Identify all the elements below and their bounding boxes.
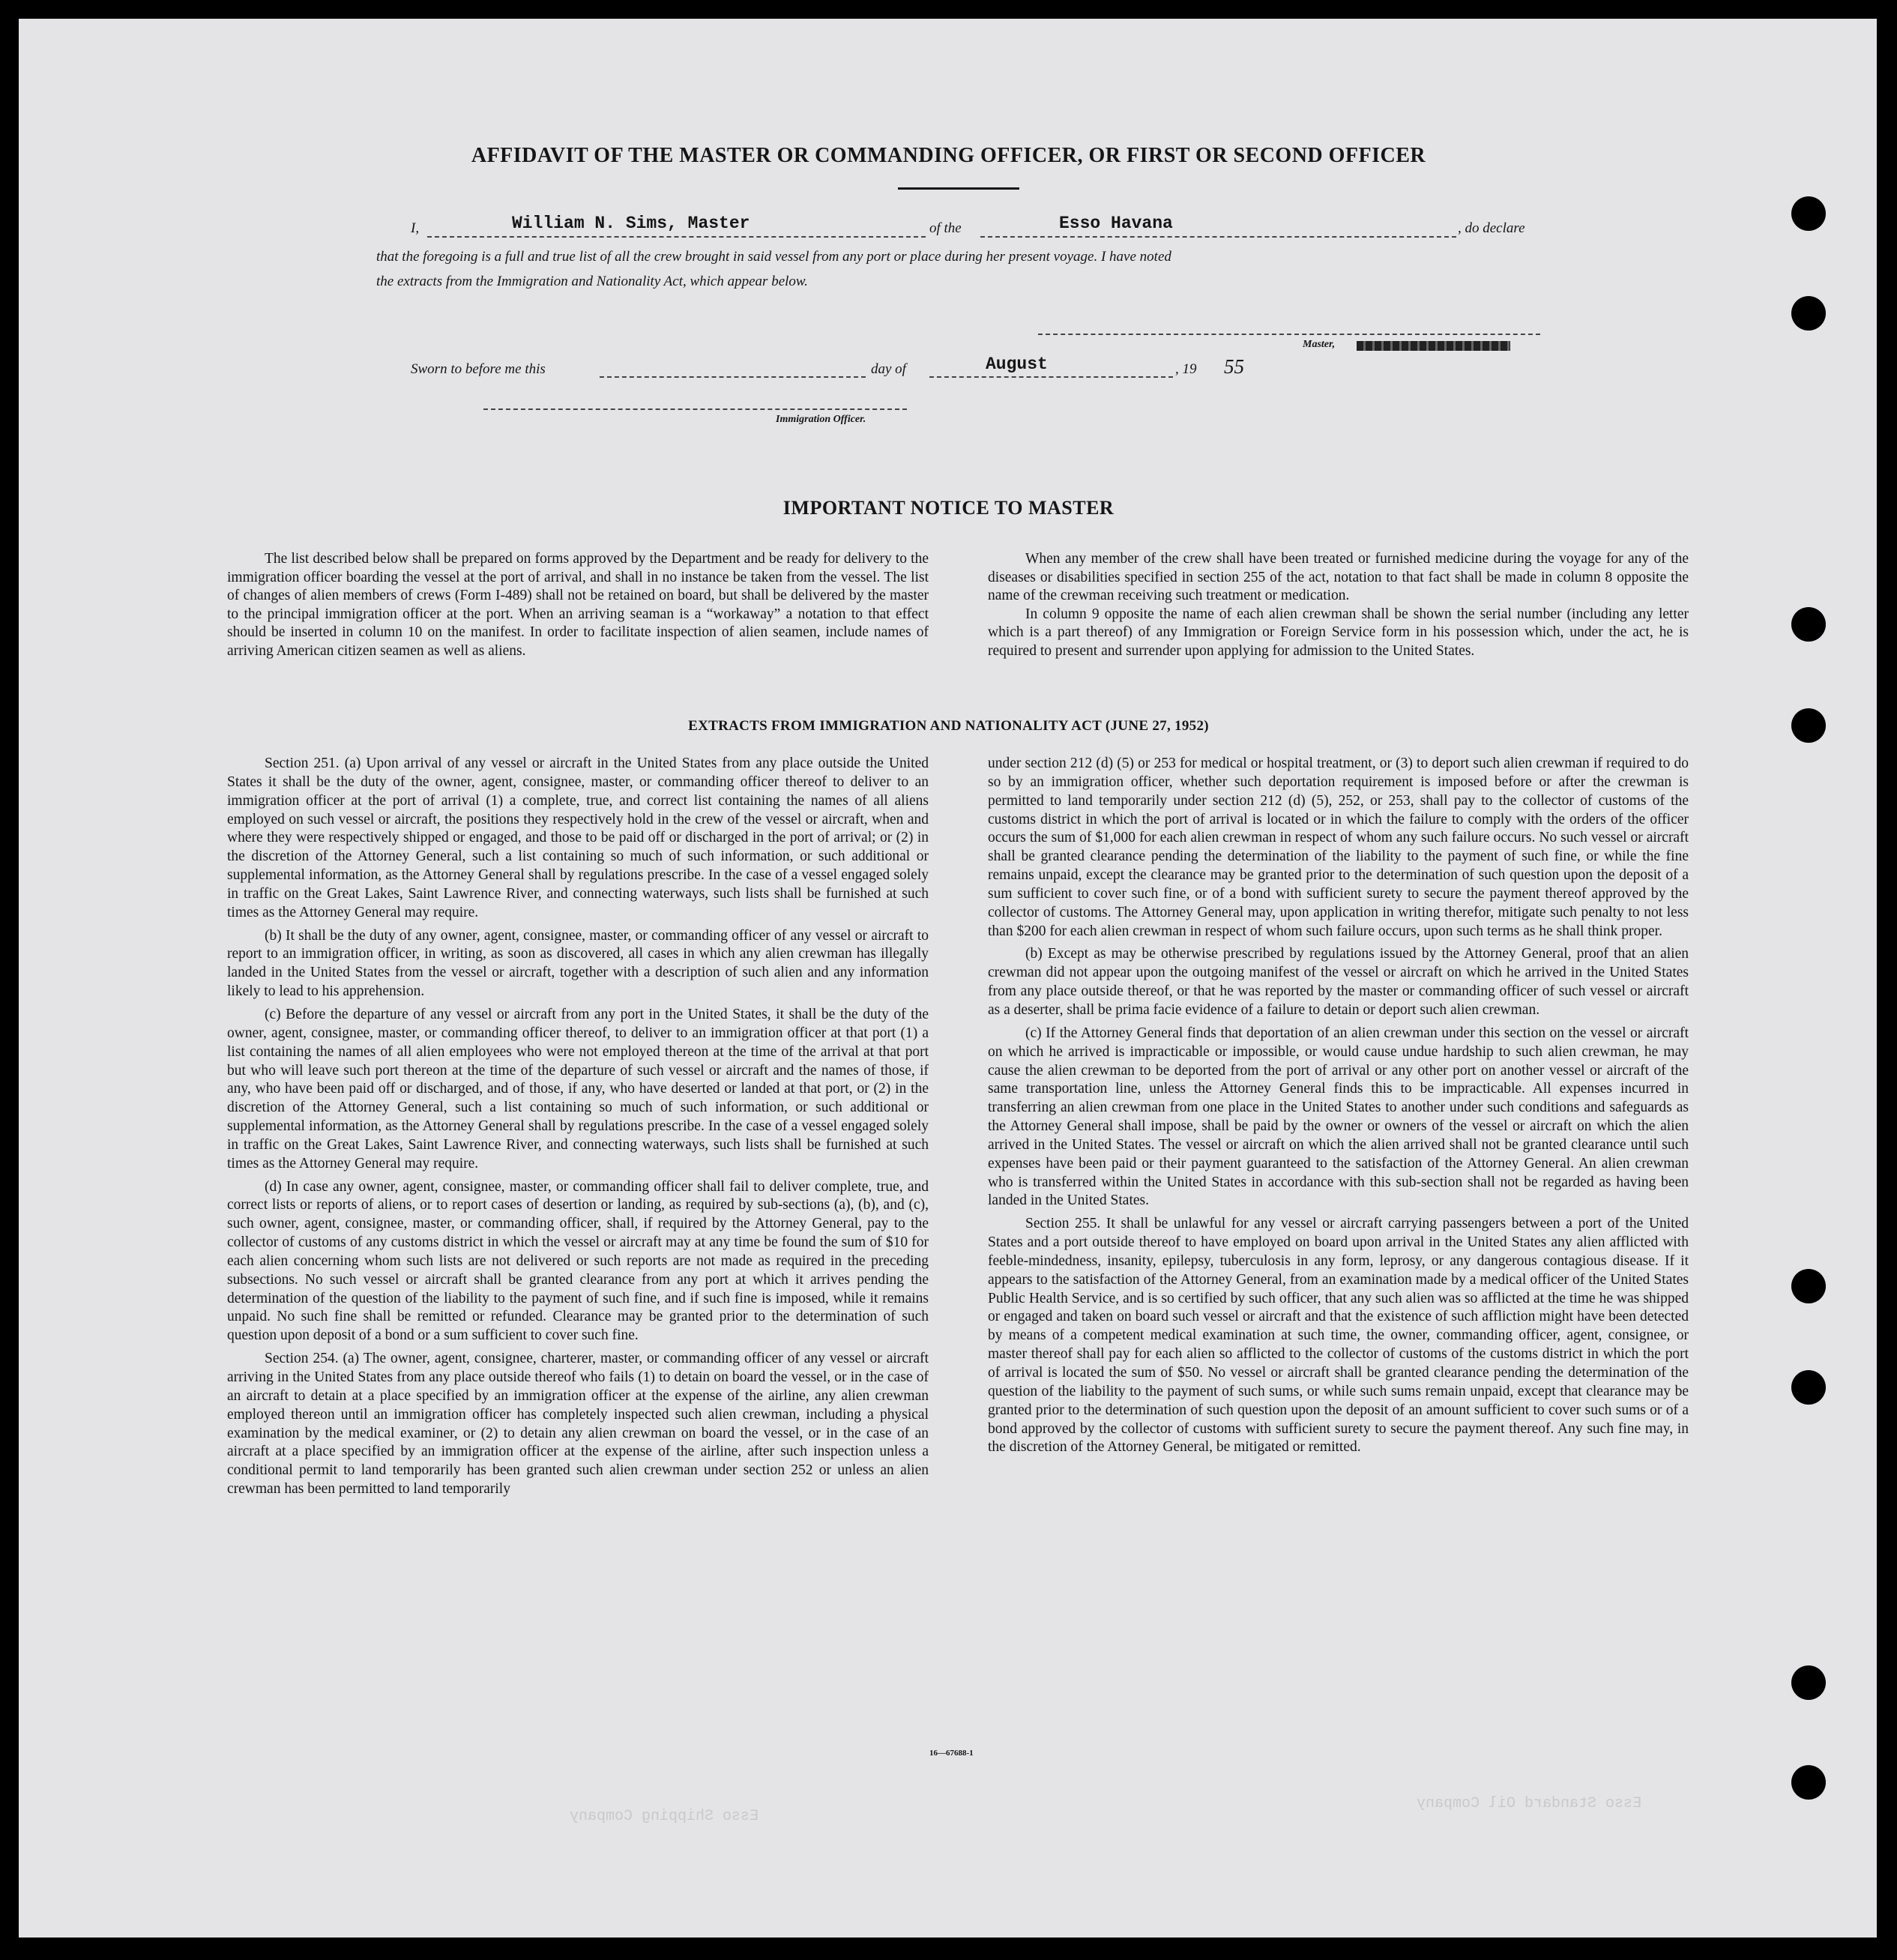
section-paragraph: Section 255. It shall be unlawful for any vessel or aircraft carrying passengers between a port of the United States and a port outside thereof to have employed on board upon arrival in the United States any alien afflicted with feeble-mindedness, insanity, epilepsy, tuberculosis in any form, leprosy, or any dangerous contagious disease. If it appears to the satisfaction of the Attorney General, from an examination made by a medical officer of the United States Public Health Service, and is so certified by such officer, that any such alien was so afflicted at the time he was shipped or engaged and taken on board such vessel or aircraft and that the existence of such affliction might have been detected by means of a competent medical examination at such time, the owner, commanding officer, agent, consignee, or master thereof shall pay for each alien so afflicted to the collector of customs of the customs district in which the port of arrival is located the sum of $50. No vessel or aircraft shall be granted clearance pending the determination of the question of the liability to the payment of such sums, or while such sums remain unpaid, except that clearance may be granted prior to the determination of such question upon the deposit of an amount sufficient to cover such sums or of a bond approved by the collector of customs with sufficient surety to secure the payment thereof. Any such fine may, in the discretion of the Attorney General, be mitigated or remitted. <box>988 1216 1689 1456</box>
notice-title: IMPORTANT NOTICE TO MASTER <box>782 497 1115 519</box>
extracts-heading: EXTRACTS FROM IMMIGRATION AND NATIONALITY ACT (JUNE 27, 1952) <box>688 718 1209 734</box>
declarant-line <box>427 236 926 238</box>
declarant-name: William N. Sims, Master <box>512 214 750 233</box>
notice-paragraph: When any member of the crew shall have been treated or furnished medicine during the voyage for any of the diseases or disabilities specified in section 255 of the act, notation to that fact shall be made in column 8 opposite the name of the crewman receiving such treatment or medication. <box>988 551 1689 604</box>
struck-out-title <box>1357 341 1510 351</box>
section-paragraph: Section 254. (a) The owner, agent, consignee, charterer, master, or commanding officer of any vessel or aircraft arriving in the United States from any place outside thereof who fails (1) to detain on board the vessel, or in the case of an aircraft to detain at a place specified by an immigration officer at the expense of the airline, any alien crewman employed thereon until an immigration officer has completely inspected such alien crewman, including a physical examination by the medical examiner, or (2) to detain any alien crewman on board the vessel, or in the case of an aircraft at a place specified by an immigration officer at the expense of the airline, after such inspection unless a conditional permit to land temporarily has been granted such alien crewman under section 252 or unless an alien crewman has been permitted to land temporarily <box>227 1351 929 1498</box>
notice-paragraph: In column 9 opposite the name of each alien crewman shall be shown the serial number (including any letter which is a part thereof) of any Immigration or Foreign Service form in his possession which, under the act, he is required to present and surrender upon applying for admission to the United States. <box>988 606 1689 659</box>
year-prefix: , 19 <box>1175 361 1197 377</box>
form-code: 16—67688-1 <box>929 1749 974 1758</box>
section-paragraph: (b) Except as may be otherwise prescribed by regulations issued by the Attorney General, proof that an alien crewman did not appear upon the outgoing manifest of the vessel or aircraft on which he arrived in the United States from any place outside thereof, or that he was reported by the master or commanding officer of such vessel or aircraft as a deserter, shall be prima facie evidence of a failure to detain or deport such alien crewman. <box>988 946 1689 1018</box>
do-declare-label: , do declare <box>1458 220 1525 236</box>
section-paragraph: (c) Before the departure of any vessel or aircraft from any port in the United States, it shall be the duty of the owner, agent, consignee, master, or commanding officer thereof, to deliver to an immigration officer at that port (1) a list containing the names of all alien employees who were not employed thereon at the time of the arrival at that port but who will leave such port thereon at the time of the departure of such vessel or aircraft and the names of those, if any, who have been paid off or discharged, and of those, if any, who have deserted or landed at that port, or (2) in the discretion of the Attorney General, such a list containing so much of such information, or such additional or supplemental information, as the Attorney General shall by regulations prescribe. In the case of a vessel engaged solely in traffic on the Great Lakes, Saint Lawrence River, and connecting waterways, such lists shall be furnished at such times as the Attorney General may require. <box>227 1006 929 1172</box>
extracts-left-column <box>227 755 929 1504</box>
immigration-officer-line <box>483 408 907 410</box>
i-label: I, <box>411 220 420 236</box>
master-signature-line <box>1038 334 1540 335</box>
section-paragraph: Section 251. (a) Upon arrival of any vessel or aircraft in the United States from any place outside the United States it shall be the duty of the owner, agent, consignee, master, or commanding officer thereof to deliver to an immigration officer at the port of arrival (1) a complete, true, and correct list containing the names of all aliens employed on such vessel or aircraft, the positions they respectively hold in the crew of the vessel or aircraft, when and where they were respectively shipped or engaged, and those to be paid off or discharged in the port of arrival; or (2) in the discretion of the Attorney General, such a list containing so much of such information, or such additional or supplemental information, as the Attorney General shall by regulations prescribe. In the case of a vessel engaged solely in traffic on the Great Lakes, Saint Lawrence River, and connecting waterways, such lists shall be furnished at such times as the Attorney General may require. <box>227 756 929 920</box>
section-paragraph: (c) If the Attorney General finds that deportation of an alien crewman under this section on the vessel or aircraft on which he arrived is impracticable or impossible, or would cause undue hardship to such alien crewman, he may cause the alien crewman to be deported from the port of arrival or any other port on another vessel or aircraft of the same transportation line, unless the Attorney General finds this to be impracticable. All expenses incurred in transferring an alien crewman from one place in the United States to another under such conditions and safeguards as the Attorney General shall impose, shall be paid by the owner or owners of the vessel or aircraft on which the alien arrived in the United States. The vessel or aircraft on which the alien arrived shall not be granted clearance until such expenses have been paid or their payment guaranteed to the satisfaction of the Attorney General. An alien crewman who is transferred within the United States in accordance with this sub-section shall not be regarded as having been landed in the United States. <box>988 1025 1689 1209</box>
day-of-label: day of <box>871 361 906 377</box>
show-through-text: Esso Standard Oil Company <box>1417 1795 1642 1812</box>
affidavit-title: AFFIDAVIT OF THE MASTER OR COMMANDING OFFICER, OR FIRST OR SECOND OFFICER <box>471 144 1426 167</box>
vessel-line <box>980 236 1456 238</box>
declaration-statement-2: the extracts from the Immigration and Nationality Act, which appear below. <box>376 274 808 289</box>
month-line <box>929 376 1173 378</box>
immigration-officer-label: Immigration Officer. <box>776 414 866 425</box>
declaration-statement-1: that the foregoing is a full and true list of all the crew brought in said vessel from any port or place during her present voyage. I have noted <box>376 249 1171 265</box>
section-paragraph: under section 212 (d) (5) or 253 for medical or hospital treatment, or (3) to deport such alien crewman if required to do so by an immigration officer, whether such deportation requirement is imposed before or after the crewman is permitted to land temporarily under section 212 (d) (5), 252, or 253, shall pay to the collector of customs of the customs district in which the port of arrival is located or in which the failure to comply with the orders of the officer occurs the sum of $1,000 for each alien crewman in respect of whom any such failure occurs. No such vessel or aircraft shall be granted clearance pending the determination of the liability to the payment of such fine, or while the fine remains unpaid, except the clearance may be granted prior to the determination of such question upon the deposit of a sum sufficient to cover such fine, or of a bond with sufficient surety to secure the payment thereof approved by the collector of customs. The Attorney General may, upon application in writing therefor, mitigate such penalty to not less than $200 for each alien crewman in respect of whom such failure occurs, upon such terms as he shall think proper. <box>988 756 1689 939</box>
sworn-month: August <box>986 355 1048 374</box>
master-label: Master, <box>1303 339 1336 350</box>
notice-left-column <box>227 550 929 661</box>
section-paragraph: (b) It shall be the duty of any owner, agent, consignee, master, or commanding officer of any vessel or aircraft to report to an immigration officer, in writing, as soon as discovered, all cases in which any alien crewman has illegally landed in the United States from the vessel or aircraft, together with a description of such alien and any information likely to lead to his apprehension. <box>227 927 929 1000</box>
show-through-text: Esso Shipping Company <box>570 1808 759 1825</box>
notice-right-column <box>988 550 1689 661</box>
year-suffix: 55 <box>1224 355 1244 378</box>
section-paragraph: (d) In case any owner, agent, consignee, master, or commanding officer shall fail to deliver complete, true, and correct lists or reports of aliens, or to report cases of desertion or landing, as required by sub-sections (a), (b), and (c), such owner, agent, consignee, master, or commanding officer, shall, if required by the Attorney General, pay to the collector of customs of any customs district in which the vessel or aircraft may at any time be found the sum of $10 for each alien concerning whom such lists are not delivered or such reports are not made as required in the preceding subsections. No such vessel or aircraft shall be granted clearance from any port at which it arrives pending the determination of the question of the liability to the payment of such fine, and if such fine is imposed, while it remains unpaid. No such fine shall be remitted or refunded. Clearance may be granted prior to the determination of such question upon deposit of a bond or a sum sufficient to cover such fine. <box>227 1178 929 1344</box>
vessel-name: Esso Havana <box>1059 214 1173 233</box>
extracts-right-column <box>988 755 1689 1462</box>
sworn-day-line <box>600 376 866 378</box>
title-rule <box>898 187 1019 190</box>
sworn-label: Sworn to before me this <box>411 361 546 377</box>
notice-paragraph: The list described below shall be prepared on forms approved by the Department and be ready for delivery to the immigration officer boarding the vessel at the port of arrival, and shall in no instance be taken from the vessel. The list of changes of alien members of crews (Form I-489) shall not be retained on board, but shall be delivered by the master to the principal immigration officer at the port. When an arriving seaman is a “workaway” a notation to that effect should be inserted in column 10 on the manifest. In order to facilitate inspection of alien seamen, include names of arriving American citizen seamen as well as aliens. <box>227 551 929 659</box>
of-the-label: of the <box>929 220 962 236</box>
